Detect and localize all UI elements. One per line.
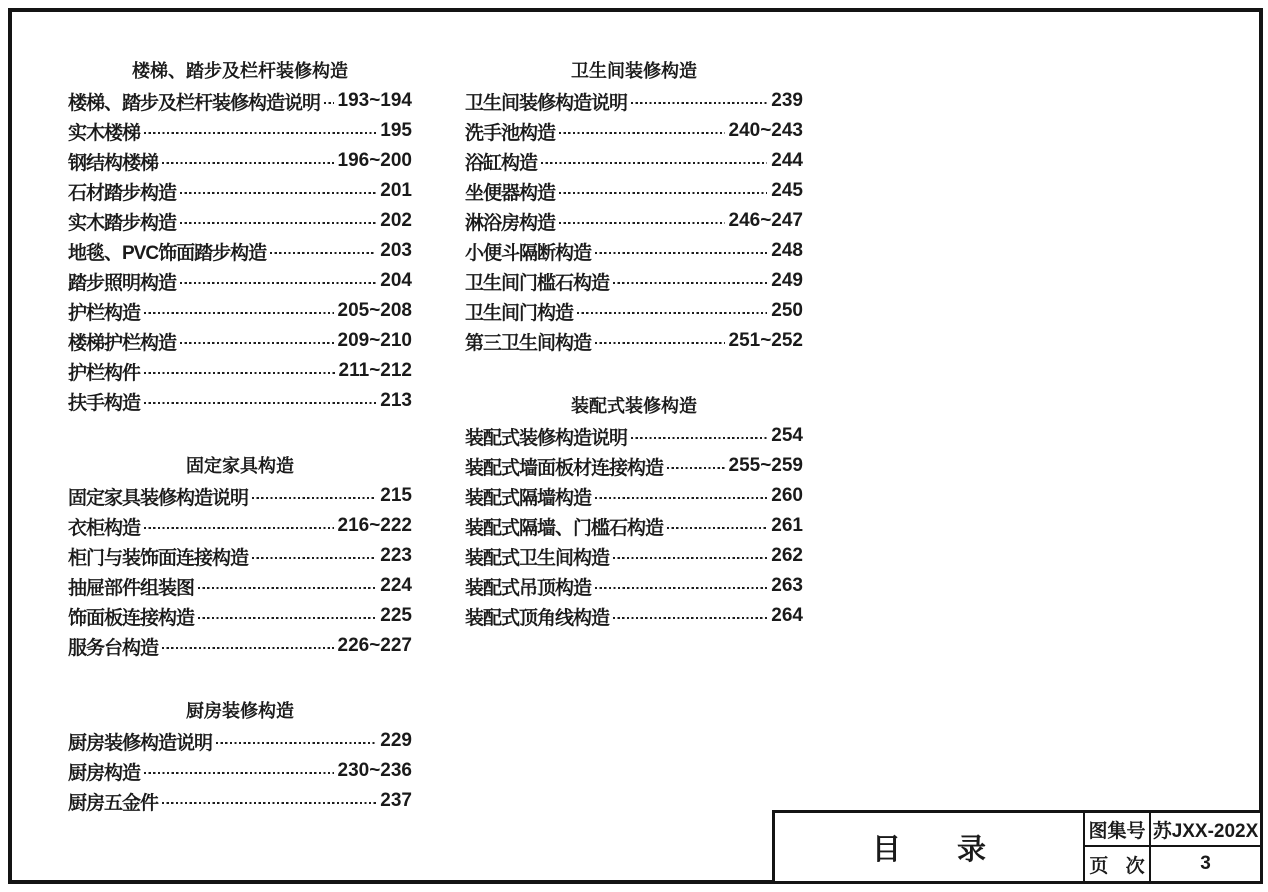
entry-title: 固定家具装修构造说明 bbox=[68, 487, 249, 509]
entry-title: 服务台构造 bbox=[68, 637, 159, 659]
toc-entry bbox=[68, 786, 412, 816]
entry-title: 柜门与装饰面连接构造 bbox=[68, 547, 249, 569]
dotted-leader bbox=[595, 252, 767, 255]
entry-page: 255~259 bbox=[728, 455, 803, 476]
dotted-leader bbox=[595, 342, 724, 345]
title-block bbox=[772, 810, 1263, 884]
entry-title: 地毯、PVC饰面踏步构造 bbox=[68, 242, 267, 264]
dotted-leader bbox=[613, 557, 767, 560]
entry-page: 251~252 bbox=[728, 330, 803, 351]
toc-entry bbox=[465, 451, 803, 481]
toc-entry bbox=[465, 511, 803, 541]
entry-page: 201 bbox=[380, 180, 412, 201]
entry-title: 实木楼梯 bbox=[68, 122, 141, 144]
toc-entry bbox=[465, 206, 803, 236]
entry-page: 261 bbox=[771, 515, 803, 536]
entry-page: 229 bbox=[380, 730, 412, 751]
toc-entry bbox=[68, 266, 412, 296]
toc-entry bbox=[465, 116, 803, 146]
entry-page: 209~210 bbox=[337, 330, 412, 351]
dotted-leader bbox=[180, 342, 333, 345]
dotted-leader bbox=[577, 312, 767, 315]
doc-title: 目 录 bbox=[775, 813, 1085, 881]
toc-entry bbox=[68, 326, 412, 356]
toc-entry bbox=[465, 176, 803, 206]
toc-entry bbox=[68, 116, 412, 146]
entry-title: 厨房构造 bbox=[68, 762, 141, 784]
atlas-number-label: 图集号 bbox=[1085, 813, 1151, 847]
toc-entry bbox=[68, 206, 412, 236]
entry-title: 抽屉部件组装图 bbox=[68, 577, 195, 599]
dotted-leader bbox=[667, 467, 724, 470]
entry-page: 245 bbox=[771, 180, 803, 201]
toc-entry bbox=[68, 511, 412, 541]
page-number-value: 3 bbox=[1200, 853, 1211, 874]
entry-page: 249 bbox=[771, 270, 803, 291]
entry-page: 264 bbox=[771, 605, 803, 626]
entry-page: 202 bbox=[380, 210, 412, 231]
entry-title: 浴缸构造 bbox=[465, 152, 538, 174]
toc-entry bbox=[465, 421, 803, 451]
toc-entry bbox=[68, 571, 412, 601]
entry-page: 244 bbox=[771, 150, 803, 171]
entry-title: 楼梯护栏构造 bbox=[68, 332, 177, 354]
toc-entry bbox=[465, 541, 803, 571]
toc-entry bbox=[68, 631, 412, 661]
toc-entry bbox=[68, 756, 412, 786]
entry-title: 卫生间装修构造说明 bbox=[465, 92, 628, 114]
entry-title: 扶手构造 bbox=[68, 392, 141, 414]
entry-title: 卫生间门槛石构造 bbox=[465, 272, 610, 294]
dotted-leader bbox=[559, 192, 767, 195]
dotted-leader bbox=[216, 742, 376, 745]
toc-entry bbox=[68, 296, 412, 326]
entry-title: 坐便器构造 bbox=[465, 182, 556, 204]
toc-entry bbox=[465, 86, 803, 116]
dotted-leader bbox=[559, 132, 724, 135]
entry-page: 213 bbox=[380, 390, 412, 411]
toc-entry bbox=[68, 176, 412, 206]
toc-entry bbox=[68, 601, 412, 631]
dotted-leader bbox=[252, 497, 376, 500]
entry-title: 护栏构造 bbox=[68, 302, 141, 324]
toc-entry bbox=[68, 146, 412, 176]
entry-page: 224 bbox=[380, 575, 412, 596]
entry-title: 饰面板连接构造 bbox=[68, 607, 195, 629]
entry-page: 195 bbox=[380, 120, 412, 141]
section-gap bbox=[68, 661, 412, 696]
entry-title: 第三卫生间构造 bbox=[465, 332, 592, 354]
entry-page: 216~222 bbox=[337, 515, 412, 536]
entry-title: 石材踏步构造 bbox=[68, 182, 177, 204]
dotted-leader bbox=[198, 617, 376, 620]
entry-title: 装配式隔墙、门槛石构造 bbox=[465, 517, 664, 539]
entry-title: 装配式装修构造说明 bbox=[465, 427, 628, 449]
entry-title: 卫生间门构造 bbox=[465, 302, 574, 324]
toc-section bbox=[68, 56, 412, 416]
dotted-leader bbox=[180, 222, 376, 225]
entry-page: 263 bbox=[771, 575, 803, 596]
entry-title: 护栏构件 bbox=[68, 362, 141, 384]
entry-page: 205~208 bbox=[337, 300, 412, 321]
dotted-leader bbox=[144, 772, 333, 775]
entry-page: 260 bbox=[771, 485, 803, 506]
dotted-leader bbox=[144, 132, 376, 135]
toc-column-left bbox=[68, 56, 412, 816]
entry-page: 211~212 bbox=[338, 360, 412, 381]
entry-page: 226~227 bbox=[337, 635, 412, 656]
toc-entry bbox=[465, 146, 803, 176]
entry-page: 250 bbox=[771, 300, 803, 321]
toc-entry bbox=[465, 326, 803, 356]
entry-page: 239 bbox=[771, 90, 803, 111]
toc-entry bbox=[465, 236, 803, 266]
entry-page: 237 bbox=[380, 790, 412, 811]
entry-page: 204 bbox=[380, 270, 412, 291]
atlas-number-value: 苏JXX-202X bbox=[1151, 813, 1260, 847]
toc-entry bbox=[465, 481, 803, 511]
entry-title: 装配式卫生间构造 bbox=[465, 547, 610, 569]
dotted-leader bbox=[144, 312, 333, 315]
dotted-leader bbox=[162, 802, 376, 805]
toc-entry bbox=[68, 356, 412, 386]
entry-page: 240~243 bbox=[728, 120, 803, 141]
entry-title: 楼梯、踏步及栏杆装修构造说明 bbox=[68, 92, 321, 114]
entry-title: 装配式顶角线构造 bbox=[465, 607, 610, 629]
entry-title: 装配式隔墙构造 bbox=[465, 487, 592, 509]
entry-title: 厨房五金件 bbox=[68, 792, 159, 814]
entry-page: 248 bbox=[771, 240, 803, 261]
section-header: 楼梯、踏步及栏杆装修构造 bbox=[132, 61, 348, 81]
dotted-leader bbox=[631, 102, 767, 105]
dotted-leader bbox=[180, 192, 376, 195]
toc-entry bbox=[68, 86, 412, 116]
entry-page: 230~236 bbox=[337, 760, 412, 781]
section-gap bbox=[68, 416, 412, 451]
dotted-leader bbox=[198, 587, 376, 590]
toc-entry bbox=[68, 541, 412, 571]
toc-section bbox=[465, 56, 803, 356]
dotted-leader bbox=[595, 497, 767, 500]
dotted-leader bbox=[252, 557, 376, 560]
toc-section bbox=[68, 451, 412, 661]
dotted-leader bbox=[162, 647, 333, 650]
entry-title: 实木踏步构造 bbox=[68, 212, 177, 234]
toc-section bbox=[68, 696, 412, 816]
toc-entry bbox=[465, 601, 803, 631]
entry-title: 厨房装修构造说明 bbox=[68, 732, 213, 754]
entry-page: 254 bbox=[771, 425, 803, 446]
dotted-leader bbox=[144, 402, 376, 405]
entry-page: 225 bbox=[380, 605, 412, 626]
entry-page: 193~194 bbox=[337, 90, 412, 111]
toc-entry bbox=[68, 386, 412, 416]
toc-entry bbox=[465, 296, 803, 326]
entry-title: 小便斗隔断构造 bbox=[465, 242, 592, 264]
toc-column-right bbox=[465, 56, 803, 631]
entry-page: 203 bbox=[380, 240, 412, 261]
entry-page: 246~247 bbox=[728, 210, 803, 231]
entry-page: 223 bbox=[380, 545, 412, 566]
section-gap bbox=[465, 356, 803, 391]
dotted-leader bbox=[631, 437, 767, 440]
entry-title: 淋浴房构造 bbox=[465, 212, 556, 234]
section-header: 装配式装修构造 bbox=[571, 396, 697, 416]
toc-entry bbox=[465, 266, 803, 296]
entry-title: 衣柜构造 bbox=[68, 517, 141, 539]
dotted-leader bbox=[144, 372, 335, 375]
section-header: 固定家具构造 bbox=[186, 456, 294, 476]
entry-page: 262 bbox=[771, 545, 803, 566]
dotted-leader bbox=[541, 162, 767, 165]
entry-title: 洗手池构造 bbox=[465, 122, 556, 144]
dotted-leader bbox=[559, 222, 724, 225]
dotted-leader bbox=[613, 617, 767, 620]
toc-entry bbox=[68, 726, 412, 756]
entry-title: 踏步照明构造 bbox=[68, 272, 177, 294]
dotted-leader bbox=[613, 282, 767, 285]
dotted-leader bbox=[144, 527, 333, 530]
dotted-leader bbox=[324, 102, 333, 105]
dotted-leader bbox=[180, 282, 376, 285]
toc-entry bbox=[68, 236, 412, 266]
entry-title: 装配式吊顶构造 bbox=[465, 577, 592, 599]
toc-entry bbox=[465, 571, 803, 601]
page-number-label: 页 次 bbox=[1085, 847, 1151, 881]
dotted-leader bbox=[162, 162, 333, 165]
entry-page: 215 bbox=[380, 485, 412, 506]
entry-title: 装配式墙面板材连接构造 bbox=[465, 457, 664, 479]
dotted-leader bbox=[667, 527, 767, 530]
entry-title: 钢结构楼梯 bbox=[68, 152, 159, 174]
section-header: 卫生间装修构造 bbox=[571, 61, 697, 81]
entry-page: 196~200 bbox=[337, 150, 412, 171]
toc-section bbox=[465, 391, 803, 631]
section-header: 厨房装修构造 bbox=[186, 701, 294, 721]
dotted-leader bbox=[595, 587, 767, 590]
dotted-leader bbox=[270, 252, 376, 255]
toc-entry bbox=[68, 481, 412, 511]
